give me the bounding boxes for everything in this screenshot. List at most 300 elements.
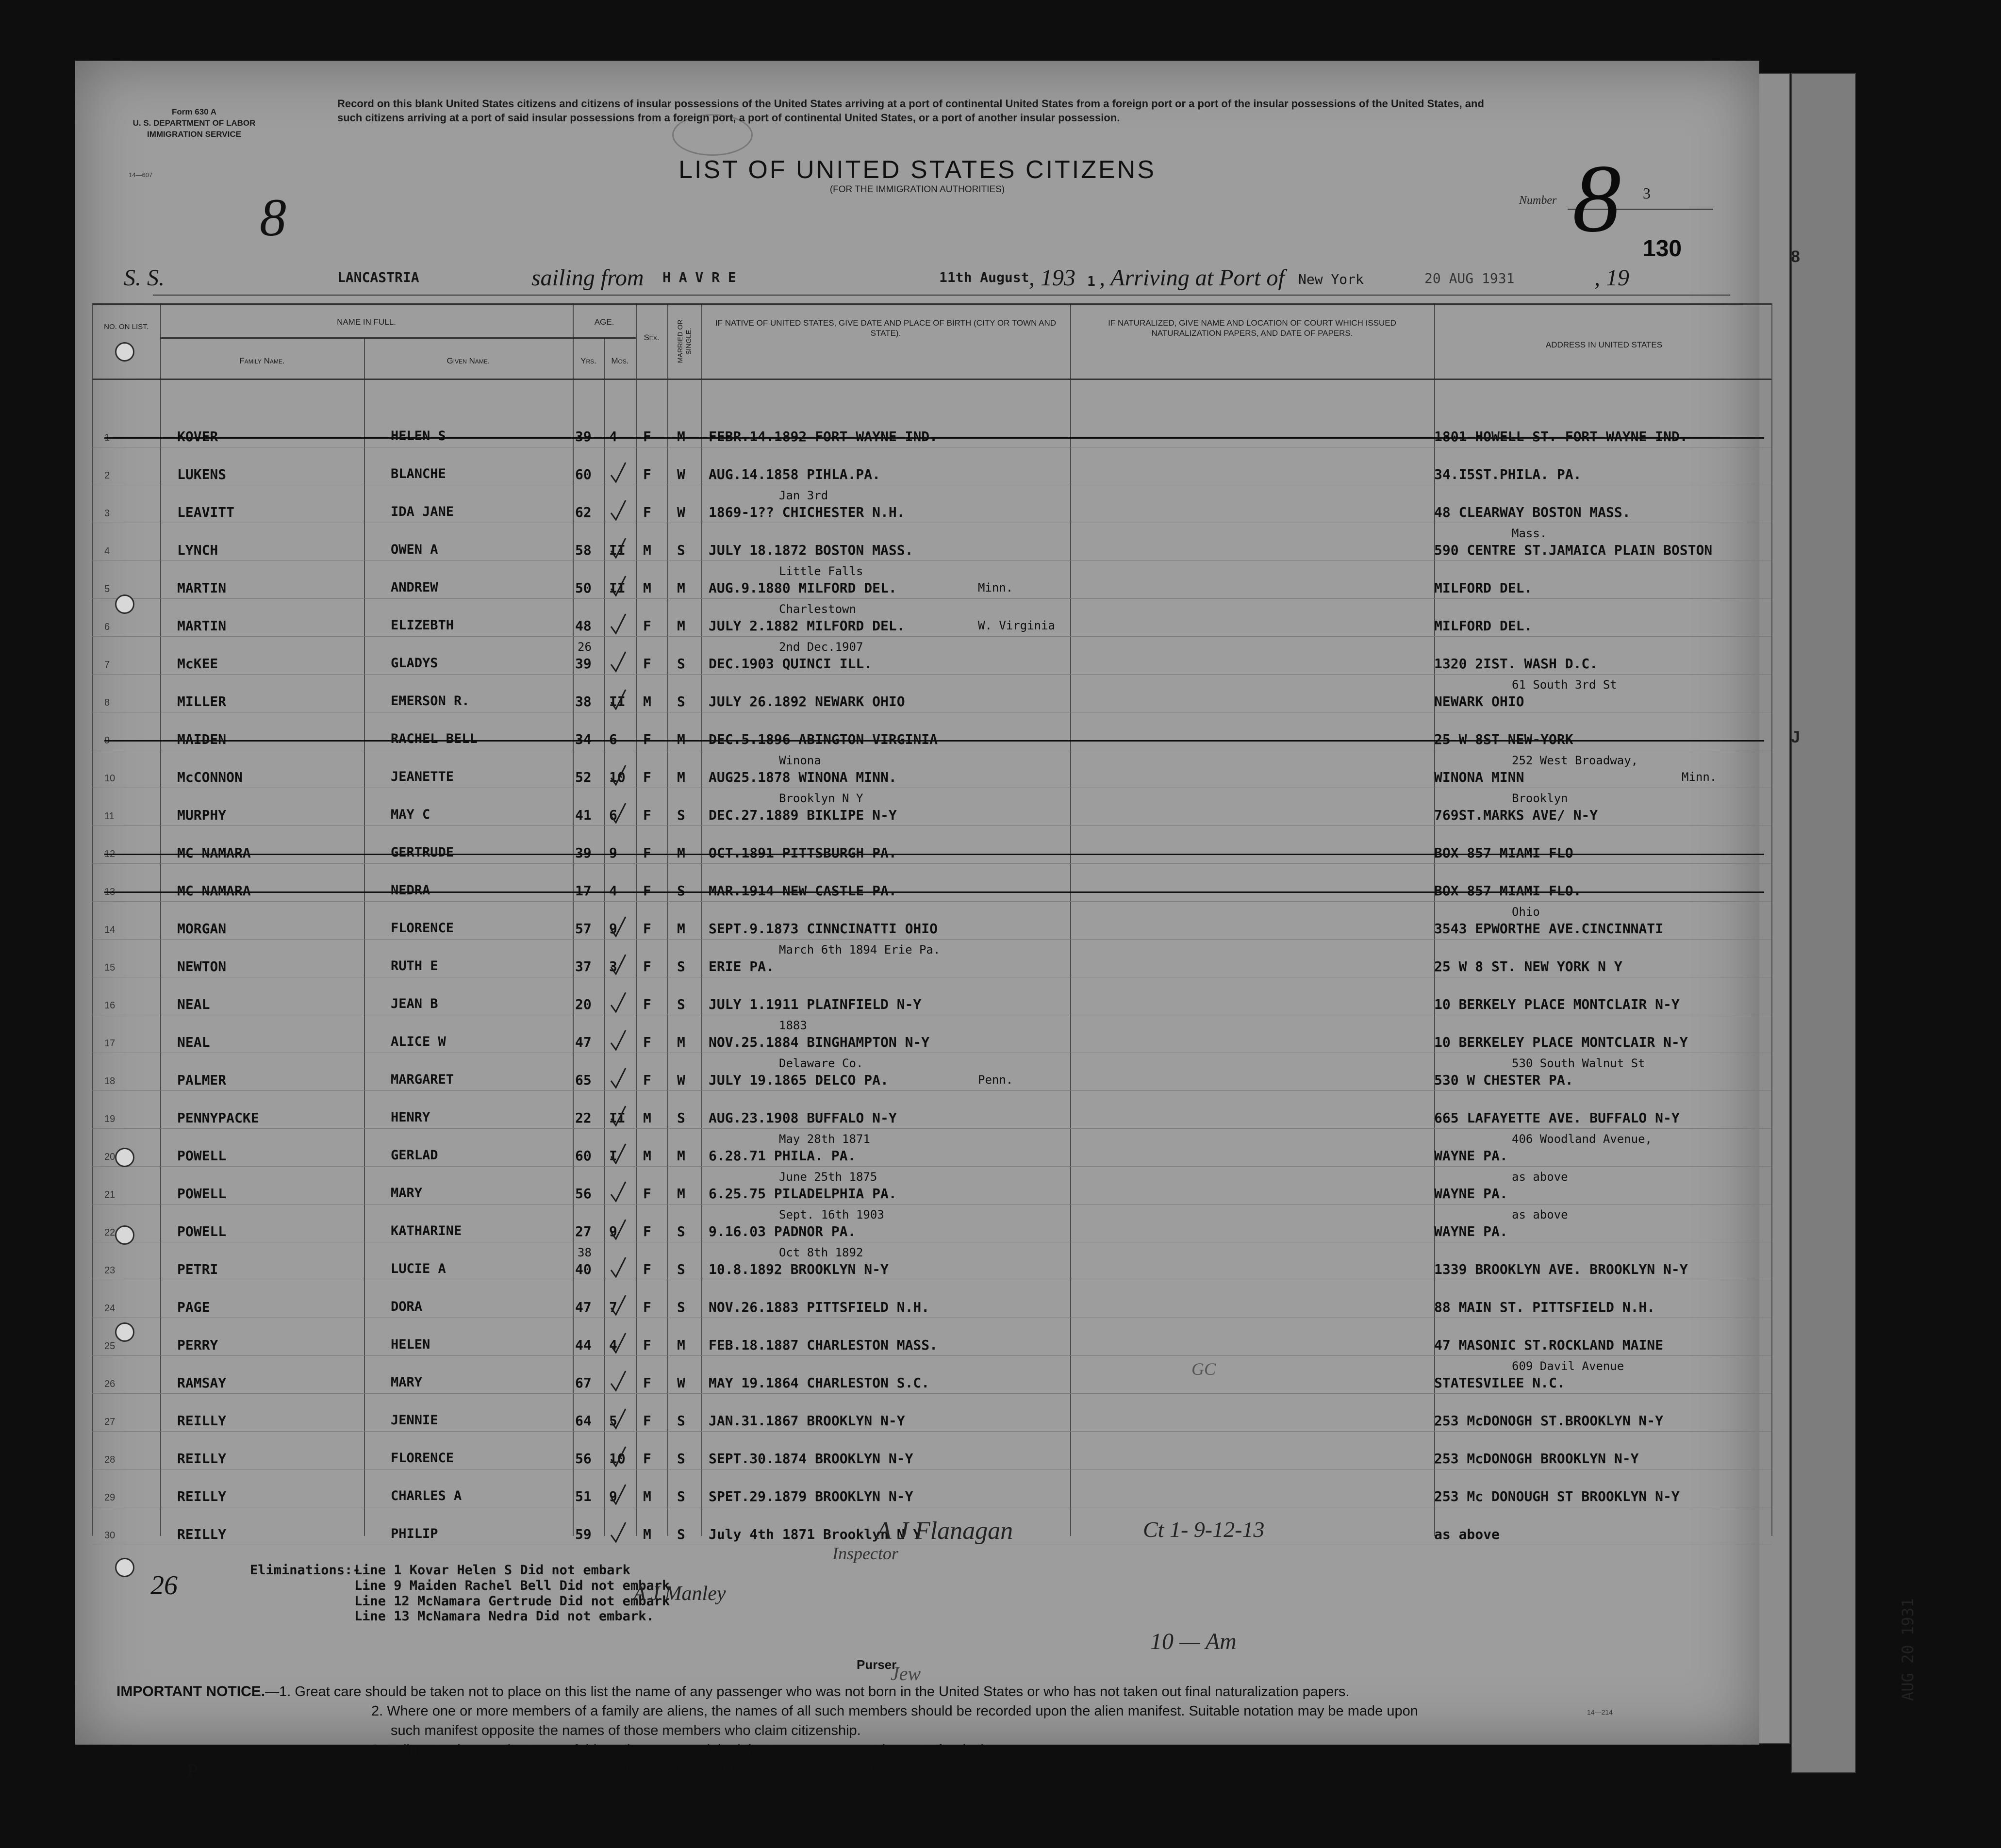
check-mark-icon: [609, 915, 627, 939]
cell-given: OWEN A: [391, 542, 438, 557]
cell-address: WAYNE PA.: [1434, 1148, 1508, 1164]
cell-mos: 4: [609, 1337, 617, 1353]
cell-address: 769ST.MARKS AVE/ N-Y: [1434, 807, 1598, 823]
cell-marital: M: [677, 769, 685, 785]
cell-sex: F: [643, 1186, 651, 1202]
gc-mark: GC: [1191, 1359, 1216, 1379]
cell-marital: S: [677, 1413, 685, 1429]
cell-yrs: 51: [575, 1488, 592, 1504]
header-birth: IF NATIVE OF UNITED STATES, GIVE DATE AND PLACE OF BIRTH (CITY OR TOWN AND STATE).: [715, 318, 1057, 338]
underlying-page-2: [1791, 73, 1856, 1773]
cell-given: GERLAD: [391, 1148, 438, 1163]
check-mark-icon: [609, 1218, 627, 1242]
cell-sex: F: [643, 921, 651, 937]
cell-birth: AUG.23.1908 BUFFALO N-Y: [709, 1110, 897, 1126]
page-subtitle: (FOR THE IMMIGRATION AUTHORITIES): [829, 184, 1005, 195]
cell-given: MARGARET: [391, 1072, 454, 1087]
cell-no: 22: [104, 1227, 116, 1238]
punch-hole: [115, 1148, 134, 1167]
cell-address: WINONA MINN: [1434, 769, 1524, 785]
cell-no: 10: [104, 773, 116, 784]
cell-address: 1339 BROOKLYN AVE. BROOKLYN N-Y: [1434, 1261, 1688, 1277]
cell-birth: SPET.29.1879 BROOKLYN N-Y: [709, 1488, 913, 1504]
cell-family: McCONNON: [177, 769, 243, 785]
eliminations: [250, 1563, 670, 1624]
header-married: MARRIED OR SINGLE.: [676, 319, 693, 363]
check-mark-icon: [609, 574, 627, 598]
cell-sex: M: [643, 1526, 651, 1542]
table-row: [75, 602, 1759, 647]
cell-mos: 10: [609, 1451, 626, 1467]
cell-address: as above: [1434, 1526, 1500, 1542]
cell-given: GLADYS: [391, 656, 438, 671]
cell-yrs: 57: [575, 921, 592, 937]
cell-sex: F: [643, 1261, 651, 1277]
cell-no: 23: [104, 1265, 116, 1276]
cell-yrs: 64: [575, 1413, 592, 1429]
cell-marital: M: [677, 921, 685, 937]
header-top-rule: [92, 303, 1771, 305]
cell-birth: AUG.14.1858 PIHLA.PA.: [709, 466, 881, 482]
col-rule: [1771, 303, 1772, 1536]
header-naturalized: IF NATURALIZED, GIVE NAME AND LOCATION OF COURT WHICH ISSUED NATURALIZATION PAPERS, AND DATE OF PAPERS.: [1108, 318, 1396, 338]
address-correction: 530 South Walnut St: [1512, 1056, 1645, 1070]
address-correction-state: Minn.: [1682, 770, 1717, 784]
cell-address: MILFORD DEL.: [1434, 618, 1533, 634]
birth-correction: Little Falls: [779, 564, 863, 578]
table-row: [75, 1208, 1759, 1253]
notice-item-4: 4. List on this form only U. S citizens or citizens of an insular possession of the United States.: [371, 1762, 952, 1778]
cell-mos: II: [609, 1110, 626, 1126]
punch-hole: [115, 1322, 134, 1342]
cell-given: HENRY: [391, 1110, 430, 1125]
cell-no: 6: [104, 622, 110, 632]
strike-through-line: [104, 437, 1764, 439]
cell-yrs: 47: [575, 1299, 592, 1315]
cell-address: 253 McDONOGH ST.BROOKLYN N-Y: [1434, 1413, 1664, 1429]
cell-family: POWELL: [177, 1186, 227, 1202]
cell-given: ALICE W: [391, 1034, 446, 1049]
check-mark-icon: [609, 498, 627, 523]
cell-yrs: 50: [575, 580, 592, 596]
cell-marital: M: [677, 1034, 685, 1050]
cell-given: FLORENCE: [391, 1451, 454, 1466]
year-suffix: 1: [1087, 273, 1095, 289]
birth-correction: Brooklyn N Y: [779, 792, 863, 805]
cell-mos: II: [609, 693, 626, 710]
cell-yrs: 17: [575, 883, 592, 899]
page-number: 130: [1643, 236, 1682, 262]
handwritten-left-number: 8: [260, 188, 286, 247]
cell-marital: M: [677, 618, 685, 634]
cell-birth: DEC.1903 QUINCI ILL.: [709, 656, 873, 672]
cell-sex: F: [643, 656, 651, 672]
table-row: [75, 943, 1759, 988]
cell-address: WAYNE PA.: [1434, 1186, 1508, 1202]
cell-birth: AUG.9.1880 MILFORD DEL.: [709, 580, 897, 596]
cell-address: 25 W 8 ST. NEW YORK N Y: [1434, 958, 1622, 974]
cell-family: RAMSAY: [177, 1375, 227, 1391]
arrival-stamp: 20 AUG 1931: [1424, 270, 1515, 286]
birth-correction: Charlestown: [779, 602, 856, 616]
cell-yrs: 65: [575, 1072, 592, 1088]
cell-marital: S: [677, 958, 685, 974]
birth-correction: Jan 3rd: [779, 489, 828, 502]
birth-correction-state: W. Virginia: [978, 619, 1055, 632]
notice-item-1: —1. Great care should be taken not to place on this list the name of any passenger who was not born in the United States or who has not taken out final naturalization papers.: [265, 1684, 1350, 1700]
address-correction: Brooklyn: [1512, 792, 1568, 805]
check-mark-icon: [609, 1331, 627, 1355]
check-mark-icon: [609, 801, 627, 825]
inspector-title: Inspector: [832, 1544, 898, 1563]
header-sub-rule: [160, 337, 636, 339]
cell-mos: 3: [609, 958, 617, 974]
cell-mos: 5: [609, 1413, 617, 1429]
cell-family: NEWTON: [177, 958, 227, 974]
cell-birth: JULY 2.1882 MILFORD DEL.: [709, 618, 905, 634]
birth-correction: Delaware Co.: [779, 1056, 863, 1070]
footer-form-code: 14—214: [1587, 1708, 1613, 1716]
birth-correction: Winona: [779, 754, 821, 767]
cell-marital: S: [677, 1526, 685, 1542]
strike-through-line: [104, 854, 1764, 855]
cell-marital: M: [677, 580, 685, 596]
cell-address: WAYNE PA.: [1434, 1223, 1508, 1239]
cell-yrs: 67: [575, 1375, 592, 1391]
cell-yrs: 47: [575, 1034, 592, 1050]
cell-no: 3: [104, 508, 110, 519]
elimination-line: Line 9 Maiden Rachel Bell Did not embark: [354, 1578, 670, 1593]
cell-birth: JULY 18.1872 BOSTON MASS.: [709, 542, 913, 558]
cell-family: MURPHY: [177, 807, 227, 823]
cell-no: 12: [104, 849, 116, 859]
cell-no: 26: [104, 1379, 116, 1389]
cell-family: NEAL: [177, 1034, 210, 1050]
cell-mos: II: [609, 542, 626, 558]
cell-sex: M: [643, 693, 651, 710]
cell-family: MC NAMARA: [177, 845, 251, 861]
cell-marital: M: [677, 1148, 685, 1164]
punch-hole: [115, 342, 134, 362]
cell-marital: S: [677, 542, 685, 558]
cell-mos: 4: [609, 429, 617, 445]
cell-no: 16: [104, 1000, 116, 1011]
check-mark-icon: [609, 1293, 627, 1318]
birth-correction: June 25th 1875: [779, 1170, 877, 1184]
cell-address: MILFORD DEL.: [1434, 580, 1533, 596]
cell-birth: FEB.18.1887 CHARLESTON MASS.: [709, 1337, 938, 1353]
check-mark-icon: [609, 688, 627, 712]
cell-birth: NOV.26.1883 PITTSFIELD N.H.: [709, 1299, 930, 1315]
birth-correction: 2nd Dec.1907: [779, 640, 863, 654]
cell-address: STATESVILEE N.C.: [1434, 1375, 1565, 1391]
cell-given: BLANCHE: [391, 466, 446, 481]
cell-birth: JAN.31.1867 BROOKLYN N-Y: [709, 1413, 905, 1429]
cell-mos: 10: [609, 769, 626, 785]
margin-mark-j: J: [1791, 728, 1800, 746]
cell-yrs: 40: [575, 1261, 592, 1277]
cell-no: 8: [104, 697, 110, 708]
header-family-name: Family Name.: [239, 356, 285, 365]
cell-birth: FEBR.14.1892 FORT WAYNE IND.: [709, 429, 938, 445]
cell-address: 25 W 8ST NEW-YORK: [1434, 731, 1573, 747]
header-yrs: Yrs.: [580, 356, 596, 365]
notice-item-2-cont: such manifest opposite the names of those members who claim citizenship.: [391, 1723, 861, 1739]
table-row: [75, 1132, 1759, 1177]
inspector-signature: A J Flanagan: [876, 1517, 1013, 1545]
cell-birth: JULY 1.1911 PLAINFIELD N-Y: [709, 996, 922, 1012]
cell-marital: S: [677, 1299, 685, 1315]
cell-birth: OCT.1891 PITTSBURGH PA.: [709, 845, 897, 861]
cell-address: 10 BERKELY PLACE MONTCLAIR N-Y: [1434, 996, 1680, 1012]
form-identifier: [129, 107, 260, 140]
cell-no: 24: [104, 1303, 116, 1314]
table-row: [75, 754, 1759, 798]
important-notice: [116, 1682, 1757, 1779]
cell-family: REILLY: [177, 1488, 227, 1504]
cell-birth: DEC.5.1896 ABINGTON VIRGINIA: [709, 731, 938, 747]
cell-no: 30: [104, 1530, 116, 1541]
cell-birth: NOV.25.1884 BINGHAMPTON N-Y: [709, 1034, 930, 1050]
table-row: [75, 874, 1759, 912]
cell-family: LEAVITT: [177, 504, 235, 520]
birth-correction: May 28th 1871: [779, 1132, 870, 1146]
cell-birth: 1869-1?? CHICHESTER N.H.: [709, 504, 905, 520]
cell-birth: July 4th 1871 Brooklyn N Y: [709, 1526, 922, 1542]
cell-marital: M: [677, 1337, 685, 1353]
cell-family: REILLY: [177, 1526, 227, 1542]
cell-birth: SEPT.9.1873 CINNCINATTI OHIO: [709, 921, 938, 937]
cell-no: 19: [104, 1114, 116, 1124]
cell-yrs: 39: [575, 656, 592, 672]
cell-sex: F: [643, 618, 651, 634]
sailing-date: 11th August: [939, 269, 1029, 285]
cell-sex: F: [643, 1413, 651, 1429]
form-number: Form 630 A: [172, 107, 216, 116]
cell-yrs: 38: [575, 693, 592, 710]
cell-mos: 4: [609, 883, 617, 899]
cell-marital: M: [677, 429, 685, 445]
manifest-page: [75, 61, 1759, 1782]
cell-marital: S: [677, 807, 685, 823]
cell-family: MARTIN: [177, 618, 227, 634]
cell-sex: F: [643, 1223, 651, 1239]
cell-yrs: 60: [575, 466, 592, 482]
cell-sex: F: [643, 883, 651, 899]
table-row: [75, 1101, 1759, 1139]
cell-yrs: 59: [575, 1526, 592, 1542]
age-correction: 38: [578, 1246, 592, 1259]
cell-address: 665 LAFAYETTE AVE. BUFFALO N-Y: [1434, 1110, 1680, 1126]
handwritten-small-number: 3: [1643, 184, 1651, 202]
port-from: H A V R E: [662, 269, 736, 285]
cell-no: 2: [104, 470, 110, 481]
cell-marital: W: [677, 1375, 685, 1391]
notice-item-3: 3. Failure to observe the terms of this notice may result in delay to passengers at the port of arrival.: [371, 1742, 988, 1758]
cell-no: 29: [104, 1492, 116, 1503]
cell-family: POWELL: [177, 1148, 227, 1164]
page-title: LIST OF UNITED STATES CITIZENS: [678, 156, 1156, 184]
cell-sex: F: [643, 845, 651, 861]
handwritten-p: P: [187, 1760, 198, 1782]
cell-address: 10 BERKELEY PLACE MONTCLAIR N-Y: [1434, 1034, 1688, 1050]
birth-correction: Oct 8th 1892: [779, 1246, 863, 1259]
cell-birth: JULY 19.1865 DELCO PA.: [709, 1072, 889, 1088]
sailing-line: [75, 264, 1759, 298]
cell-yrs: 39: [575, 845, 592, 861]
check-mark-icon: [609, 1255, 627, 1280]
cell-no: 27: [104, 1417, 116, 1427]
cell-given: MARY: [391, 1186, 423, 1201]
notice-item-2: 2. Where one or more members of a family are aliens, the names of all such members should be recorded upon the alien manifest. Suitable notation may be made upon: [371, 1703, 1418, 1719]
date-code: Ct 1- 9-12-13: [1143, 1517, 1265, 1542]
strike-through-line: [104, 740, 1764, 742]
side-date-stamp: AUG 20 1931: [1898, 1598, 1917, 1701]
cell-family: KOVER: [177, 429, 218, 445]
cell-birth: ERIE PA.: [709, 958, 774, 974]
cell-address: 530 W CHESTER PA.: [1434, 1072, 1573, 1088]
header-given-name: Given Name.: [447, 356, 490, 365]
check-mark-icon: [609, 1483, 627, 1507]
cell-no: 25: [104, 1341, 116, 1352]
cell-family: POWELL: [177, 1223, 227, 1239]
cell-address: BOX 857 MIAMI FLO.: [1434, 883, 1582, 899]
cell-marital: S: [677, 1488, 685, 1504]
purser-initials: Jew: [891, 1663, 921, 1684]
check-mark-icon: [609, 953, 627, 977]
check-mark-icon: [609, 650, 627, 674]
cell-given: PHILIP: [391, 1526, 438, 1541]
cell-address: 88 MAIN ST. PITTSFIELD N.H.: [1434, 1299, 1655, 1315]
cell-address: 47 MASONIC ST.ROCKLAND MAINE: [1434, 1337, 1664, 1353]
cell-given: LUCIE A: [391, 1261, 446, 1276]
cell-given: IDA JANE: [391, 504, 454, 519]
table-row: [75, 1019, 1759, 1063]
cell-mos: 9: [609, 1488, 617, 1504]
cell-sex: M: [643, 542, 651, 558]
cell-no: 17: [104, 1038, 116, 1049]
cell-birth: 6.25.75 PILADELPHIA PA.: [709, 1186, 897, 1202]
form-instructions: Record on this blank United States citizens and citizens of insular possessions of the United States arriving at a port of continental United States from a foreign port or a port of the insular possessions of the United States, and such citizens arriving at a port of said insular possessions from a foreign port, a port of continental United States, or a port of another insular possession.: [337, 98, 1484, 124]
cell-family: LUKENS: [177, 466, 227, 482]
cell-given: EMERSON R.: [391, 693, 470, 709]
cell-sex: F: [643, 1034, 651, 1050]
address-correction: 406 Woodland Avenue,: [1512, 1132, 1652, 1146]
cell-mos: 9: [609, 1223, 617, 1239]
cell-given: HELEN S: [391, 429, 446, 444]
cell-given: JEAN B: [391, 996, 438, 1011]
header-mos: Mos.: [611, 356, 629, 365]
cell-marital: W: [677, 1072, 685, 1088]
cell-birth: SEPT.30.1874 BROOKLYN N-Y: [709, 1451, 913, 1467]
cell-yrs: 48: [575, 618, 592, 634]
cell-sex: F: [643, 1337, 651, 1353]
table-row: [75, 1056, 1759, 1101]
check-mark-icon: [609, 1066, 627, 1090]
cell-sex: M: [643, 1110, 651, 1126]
cell-mos: II: [609, 580, 626, 596]
cell-given: HELEN: [391, 1337, 430, 1352]
cell-yrs: 22: [575, 1110, 592, 1126]
cell-mos: 9: [609, 921, 617, 937]
strike-through-line: [104, 891, 1764, 893]
form-code: 14—607: [129, 171, 153, 179]
cell-no: 4: [104, 546, 110, 557]
cell-family: PETRI: [177, 1261, 218, 1277]
cell-sex: F: [643, 996, 651, 1012]
table-row: [75, 1442, 1759, 1480]
table-row: [75, 836, 1759, 874]
check-mark-icon: [609, 612, 627, 636]
check-mark-icon: [609, 1520, 627, 1545]
punch-hole: [115, 1558, 134, 1577]
cell-family: MAIDEN: [177, 731, 227, 747]
check-mark-icon: [609, 461, 627, 485]
table-row: [75, 1328, 1759, 1366]
sailing-underline: [153, 295, 1730, 296]
cell-address: 1320 2IST. WASH D.C.: [1434, 656, 1598, 672]
cell-address: 253 McDONOGH BROOKLYN N-Y: [1434, 1451, 1639, 1467]
address-correction: 252 West Broadway,: [1512, 754, 1638, 767]
eliminations-label: Eliminations:-: [250, 1563, 361, 1578]
cell-marital: M: [677, 1186, 685, 1202]
header-sex: Sex.: [644, 333, 660, 342]
handwritten-26: 26: [150, 1570, 178, 1600]
cell-sex: M: [643, 1488, 651, 1504]
age-correction: 26: [578, 640, 592, 654]
cell-no: 28: [104, 1454, 116, 1465]
cell-marital: W: [677, 466, 685, 482]
cell-mos: I: [609, 1148, 617, 1164]
cell-yrs: 44: [575, 1337, 592, 1353]
table-row: [75, 1170, 1759, 1215]
check-mark-icon: [609, 763, 627, 788]
cell-sex: F: [643, 504, 651, 520]
punch-hole: [115, 594, 134, 614]
ss-label: S. S.: [124, 265, 165, 291]
cell-sex: F: [643, 807, 651, 823]
cell-sex: F: [643, 1451, 651, 1467]
cell-yrs: 56: [575, 1186, 592, 1202]
cell-given: CHARLES A: [391, 1488, 462, 1503]
cell-address: 48 CLEARWAY BOSTON MASS.: [1434, 504, 1631, 520]
cell-yrs: 52: [575, 769, 592, 785]
address-correction: 609 Davil Avenue: [1512, 1359, 1624, 1373]
cell-mos: 9: [609, 845, 617, 861]
cell-no: 15: [104, 962, 116, 973]
cell-given: RACHEL BELL: [391, 731, 478, 746]
cell-no: 21: [104, 1189, 116, 1200]
cell-no: 9: [104, 735, 110, 746]
cell-address: 1801 HOWELL ST. FORT WAYNE IND.: [1434, 429, 1688, 445]
cell-marital: S: [677, 996, 685, 1012]
cell-family: REILLY: [177, 1413, 227, 1429]
cell-family: MARTIN: [177, 580, 227, 596]
table-row: [75, 678, 1759, 723]
address-correction: as above: [1512, 1170, 1568, 1184]
cell-yrs: 20: [575, 996, 592, 1012]
cell-no: 11: [104, 811, 115, 822]
cell-given: ANDREW: [391, 580, 438, 595]
purser-signature: A J Manley: [633, 1583, 726, 1605]
number-label: Number: [1519, 194, 1557, 207]
header-bottom-rule: [92, 379, 1771, 380]
cell-given: JEANETTE: [391, 769, 454, 784]
check-mark-icon: [609, 536, 627, 561]
birth-correction-state: Minn.: [978, 581, 1013, 594]
cell-family: LYNCH: [177, 542, 218, 558]
check-mark-icon: [609, 1369, 627, 1393]
